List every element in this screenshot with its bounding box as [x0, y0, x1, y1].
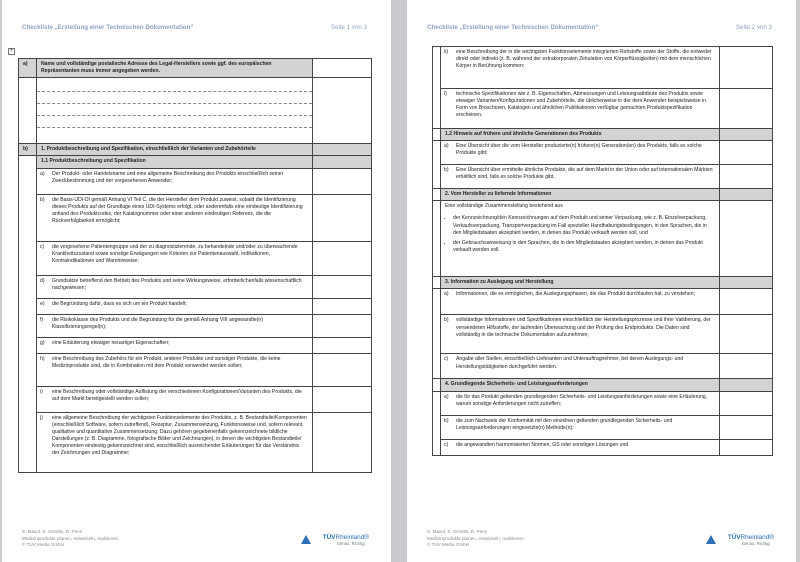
table-row	[433, 379, 773, 391]
tuv-logo-icon	[706, 535, 716, 544]
bullet-list	[453, 215, 715, 254]
check-cell[interactable]	[720, 289, 773, 315]
check-cell[interactable]	[720, 439, 773, 455]
check-cell[interactable]	[313, 353, 372, 386]
page-header	[427, 24, 772, 31]
table-row: k) eine Beschreibung der in die wichtigsten Funktionselemente integrierten Rohstoffe sowie der Stoffe, die entweder direkt oder indirekt (z. B. während der extrakorporalen Zirkulation von Körperflüssigkeiten) mit dem menschlichen Körper in Berührung kommen;	[433, 47, 773, 89]
table-row: f) die Risikoklasse des Produkts und die Begründung für die gemäß Anhang VIII angewandte(n) Klassifizierungsregel(n);	[19, 314, 372, 337]
document-page-1	[2, 0, 391, 562]
fill-in-area[interactable]	[37, 78, 313, 144]
section-heading: Name und vollständige postalische Adresse des Legal-Herstellers sowie ggf. des europäischen Repräsentanten muss immer angegeben werden.	[37, 59, 313, 78]
check-cell[interactable]	[720, 391, 773, 415]
table-row: c) die angewandten harmonisierten Normen, GS oder sonstigen Lösungen und	[433, 439, 773, 455]
table-row: j) eine allgemeine Beschreibung der wichtigsten Funktionselemente des Produkts, z. B. Bestandteile/Komponenten (einschließlich Software, sofern zutreffend), Rezeptur, Zusammensetzung, Funktionsweise und, sofern relevant, qualitative und quantitative Zusammensetzung. Dazu gehören gegebenenfalls gekennzeichnete bildliche Darstellungen (z. B. Diagramme, fotografische Bilder und Zeichnungen), in denen die wichtigsten Bestandteile/ Komponenten eindeutig gekennzeichnet sind, einschließlich ausreichender Erläuterungen für das Verständnis der Zeichnungen und Diagramme;	[19, 412, 372, 472]
document-page-2	[407, 0, 796, 562]
table-move-handle-icon[interactable]: +	[9, 48, 14, 54]
table-row: a) Der Produkt- oder Handelsname und eine allgemeine Beschreibung des Produkts einschließlich seiner Zweckbestimmung und der vorgesehenen Anwender;	[19, 168, 372, 194]
check-cell[interactable]	[313, 168, 372, 194]
check-cell[interactable]	[313, 59, 372, 78]
table-row: c) die vorgesehene Patientengruppe und der zu diagnostizierende, zu behandelnde und/oder zu überwachende Krankheitszustand sowie sonstige Erwägungen wie Kriterien zur Patientenauswahl, Indikationen, Kontraindikationen und Warnhinweise;	[19, 241, 372, 275]
page-footer: S. Maxul, S. Schelts, D. Penn Medizinprodukte planen, entwickeln, realisieren © TÜV Media GmbH	[22, 529, 119, 547]
check-cell[interactable]	[313, 412, 372, 472]
brand-logo: TÜVRheinland® Genau. Richtig.	[727, 534, 774, 546]
table-row: h) eine Beschreibung des Zubehörs für ein Produkt, anderer Produkte und sonstiger Produkte, die keine Medizinprodukte sind, die in Kombination mit dem Produkt verwendet werden sollen;	[19, 353, 372, 386]
check-cell[interactable]	[720, 354, 773, 379]
table-row: g) eine Erläuterung etwaiger neuartiger Eigenschaften;	[19, 337, 372, 353]
section-heading: 2. Vom Hersteller zu liefernde Informationen	[441, 189, 720, 201]
table-row: b) die Basis-UDI-DI gemäß Anhang VI Teil C, die der Hersteller dem Produkt zuweist, sobald die Identifizierung dieses Produkts auf der Grundlage eines UDI-Systems erfolgt, oder anderenfalls eine eindeutige Identifizierung anhand des Produktcodes, der Katalognummer oder einer anderen eindeutigen Referenz, die die Rückverfolgbarkeit ermöglicht;	[19, 194, 372, 241]
table-row: b) vollständige Informationen und Spezifikationen einschließlich der Herstellungsprozesse und ihrer Validierung, der verwendeten Hilfsstoffe, der laufenden Überwachung und der Prüfung des Endprodukts. Die Daten sind vollständig in die technische Dokumentation aufzunehmen;	[433, 315, 773, 354]
table-row	[19, 59, 372, 78]
table-row	[433, 277, 773, 289]
table-row	[19, 144, 372, 156]
section-heading: 1. Produktbeschreibung und Spezifikation, einschließlich der Varianten und Zubehörteile	[37, 144, 313, 156]
list-item: • der Gebrauchsanweisung in den Sprachen, die in den Mitgliedstaaten akzeptiert werden, in denen das Produkt verkauft werden soll.	[453, 240, 715, 254]
page-footer: S. Maxul, S. Schelts, D. Penn Medizinprodukte planen, entwickeln, realisieren © TÜV Media GmbH	[427, 529, 524, 547]
section-heading: 4. Grundlegende Sicherheits- und Leistungsanforderungen	[441, 379, 720, 391]
table-row: a) Informationen, die es ermöglichen, die Auslegungsphasen, die das Produkt durchlaufen hat, zu verstehen;	[433, 289, 773, 315]
table-row: l) technische Spezifikationen wie z. B. Eigenschaften, Abmessungen und Leistungsattribute des Produkts sowie etwaiger Varianten/Konfigurationen und Zubehörteile, die üblicherweise in der dem Anwender beispielsweise in Form von Broschüren, Katalogen und ähnlichen Publikationen verfügbar gemachten Produktspezifikation erscheinen.	[433, 89, 773, 129]
check-cell[interactable]	[720, 141, 773, 165]
section-heading: 3. Information zu Auslegung und Herstellung	[441, 277, 720, 289]
table-row: b) Eine Übersicht über ermittelte ähnliche Produkte, die auf dem Markt in der Union oder auf internationalen Märkten erhältlich sind, falls es solche Produkte gibt.	[433, 165, 773, 189]
check-cell[interactable]	[720, 315, 773, 354]
checklist-table	[432, 46, 773, 456]
check-cell[interactable]	[313, 314, 372, 337]
table-row: a) die für das Produkt geltenden grundlegenden Sicherheits- und Leistungsanforderungen sowie eine Erläuterung, warum sonstige Anforderungen nicht zutreffen;	[433, 391, 773, 415]
check-cell[interactable]	[313, 298, 372, 314]
check-cell[interactable]	[313, 78, 372, 144]
header-title: Checkliste „Erstellung einer Technischen Dokumentation“	[427, 24, 599, 31]
brand-logo: TÜVRheinland® Genau. Richtig.	[322, 534, 369, 546]
check-cell[interactable]	[313, 194, 372, 241]
row-letter: a)	[19, 59, 37, 78]
check-cell[interactable]	[313, 241, 372, 275]
table-row: Eine vollständige Zusammenstellung bestehend aus • der Kennzeichnung/den Kennzeichnungen auf dem Produkt und seiner Verpackung, wie z. B. Einzelverpackung, Verkaufsverpackung, Transportverpackung im Fall spezieller Handhabungsbedingungen, in den Sprachen, die in den Mitgliedstaaten akzeptiert werden, in denen das Produkt verkauft werden soll, und • der Gebrauchsanweisung in den Sprachen, die in den Mitgliedstaaten akzeptiert werden, in denen das Produkt verkauft werden soll.	[433, 201, 773, 277]
table-row: c) Angabe aller Stellen, einschließlich Lieferanten und Unterauftragnehmer, bei denen Auslegungs- und Herstellungstätigkeiten durchgeführt werden.	[433, 354, 773, 379]
page-number: Seite 1 von 3	[330, 24, 367, 31]
table-row: d) Grundsätze betreffend den Betrieb des Produkts und seine Wirkungsweise, erforderlichenfalls wissenschaftlich nachgewiesen;	[19, 275, 372, 298]
check-cell[interactable]	[720, 165, 773, 189]
check-cell[interactable]	[720, 47, 773, 89]
page-header	[22, 24, 367, 31]
table-row: e) die Begründung dafür, dass es sich um ein Produkt handelt;	[19, 298, 372, 314]
table-row: a) Eine Übersicht über die vom Hersteller produzierte(n) frühere(n) Generation(en) des Produkts, falls es solche Produkte gibt;	[433, 141, 773, 165]
check-cell[interactable]	[313, 337, 372, 353]
table-row	[433, 189, 773, 201]
check-cell[interactable]	[720, 415, 773, 439]
list-item: • der Kennzeichnung/den Kennzeichnungen auf dem Produkt und seiner Verpackung, wie z. B. Einzelverpackung, Verkaufsverpackung, Transportverpackung im Fall spezieller Handhabungsbedingungen, in den Sprachen, die in den Mitgliedstaaten akzeptiert werden, in denen das Produkt verkauft werden soll, und	[453, 215, 715, 236]
subsection-heading: 1.2 Hinweis auf frühere und ähnliche Generationen des Produkts	[441, 129, 720, 141]
check-cell[interactable]	[720, 201, 773, 277]
check-cell[interactable]	[313, 386, 372, 412]
row-letter: b)	[19, 144, 37, 156]
checklist-table	[18, 58, 372, 473]
check-cell[interactable]	[313, 275, 372, 298]
table-row: b) die zum Nachweis der Konformität mit den einzelnen geltenden grundlegenden Sicherheits- und Leistungsanforderungen eingesetzte(n) Methode(n);	[433, 415, 773, 439]
subsection-heading: 1.1 Produktbeschreibung und Spezifikation	[37, 156, 313, 168]
tuv-logo-icon	[301, 535, 311, 544]
check-cell[interactable]	[720, 89, 773, 129]
header-title: Checkliste „Erstellung einer Technischen Dokumentation“	[22, 24, 194, 31]
table-row	[433, 129, 773, 141]
table-row	[19, 156, 372, 168]
table-row: i) eine Beschreibung oder vollständige Auflistung der verschiedenen Konfigurationen/Varianten des Produkts, die auf dem Markt bereitgestellt werden sollen;	[19, 386, 372, 412]
page-number: Seite 2 von 3	[735, 24, 772, 31]
table-row	[19, 78, 372, 144]
